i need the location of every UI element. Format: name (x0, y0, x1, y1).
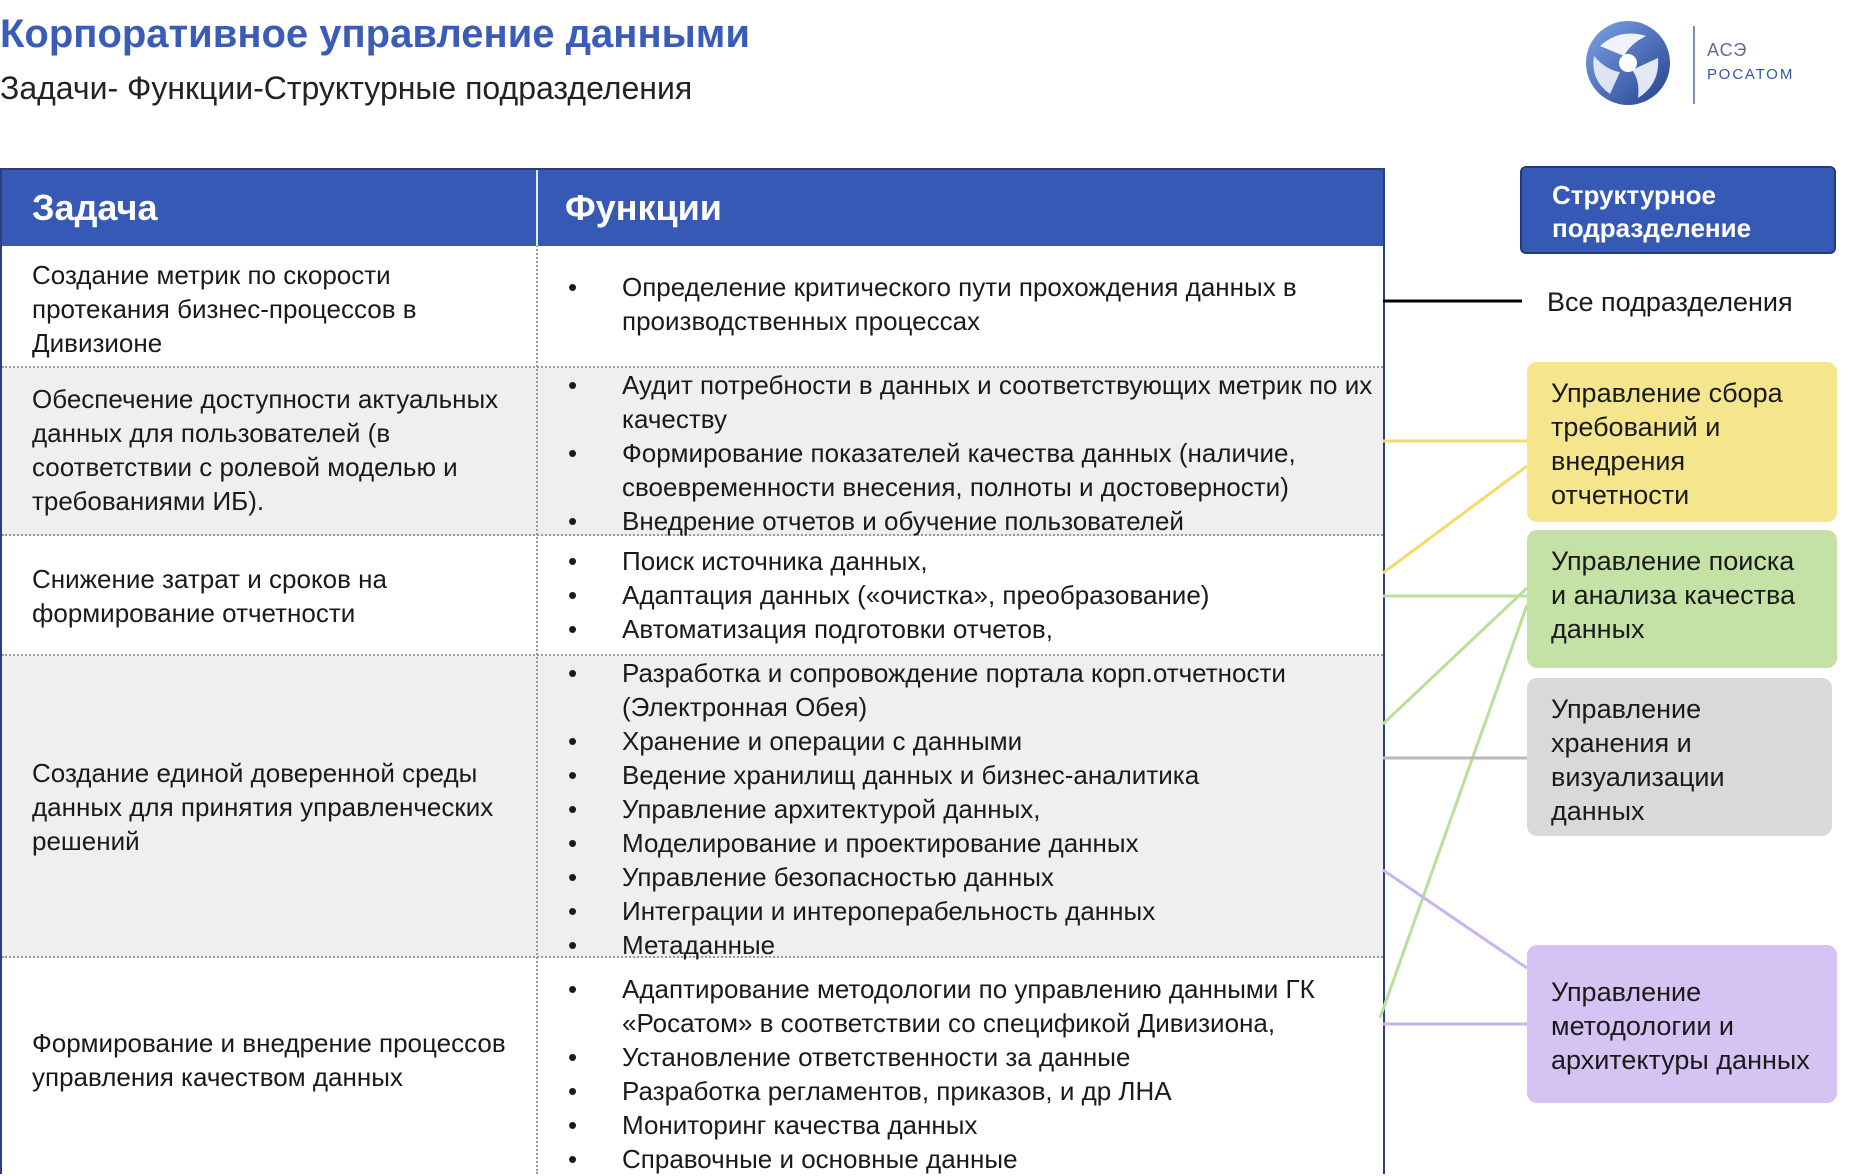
function-item: • Автоматизация подготовки отчетов, (562, 612, 1382, 646)
logo-text-rosatom: РОСАТОМ (1707, 66, 1795, 83)
logo-text-ase: АСЭ (1707, 40, 1748, 60)
table-header (2, 170, 1383, 246)
function-item: • Управление безопасностью данных (562, 860, 1382, 894)
function-list (562, 656, 1382, 962)
table-row (2, 656, 1383, 958)
connector-yellow-row3 (1383, 466, 1527, 573)
function-item: • Установление ответственности за данные (562, 1040, 1382, 1074)
task-cell: Снижение затрат и сроков на формирование отчетности (32, 564, 387, 628)
function-item: • Мониторинг качества данных (562, 1108, 1382, 1142)
function-item: • Поиск источника данных, (562, 544, 1382, 578)
logo-separator (1693, 26, 1695, 104)
function-list (562, 544, 1382, 646)
page-title: Корпоративное управление данными (0, 12, 750, 56)
unit-storage-visualization: Управление хранения и визуализации данных (1527, 678, 1832, 836)
function-item: • Моделирование и проектирование данных (562, 826, 1382, 860)
function-item: • Ведение хранилищ данных и бизнес-аналитика (562, 758, 1382, 792)
connector-green-row4 (1383, 588, 1527, 724)
column-header-task: Задача (32, 187, 158, 228)
table-row (2, 536, 1383, 656)
function-item: • Разработка и сопровождение портала корп.отчетности (Электронная Обея) (562, 656, 1382, 724)
structure-header: Структурное подразделение (1520, 166, 1836, 254)
task-cell: Создание метрик по скорости протекания бизнес-процессов в Дивизионе (32, 260, 417, 358)
function-item: • Интеграции и интероперабельность данных (562, 894, 1382, 928)
task-cell: Обеспечение доступности актуальных данных для пользователей (в соответствии с ролевой моделью и требованиями ИБ). (32, 384, 499, 516)
column-divider (536, 170, 538, 1174)
unit-requirements-reporting: Управление сбора требований и внедрения отчетности (1527, 362, 1837, 522)
function-item: • Адаптирование методологии по управлению данными ГК «Росатом» в соответствии со спецификой Дивизиона, (562, 972, 1382, 1040)
table-row (2, 958, 1383, 1176)
function-item: • Разработка регламентов, приказов, и др ЛНА (562, 1074, 1382, 1108)
task-cell: Создание единой доверенной среды данных для принятия управленческих решений (32, 758, 494, 856)
function-item: • Справочные и основные данные (562, 1142, 1382, 1176)
unit-methodology-architecture: Управление методологии и архитектуры данных (1527, 945, 1837, 1103)
function-item: • Аудит потребности в данных и соответствующих метрик по их качеству (562, 368, 1382, 436)
function-item: • Внедрение отчетов и обучение пользователей (562, 504, 1382, 538)
page-subtitle: Задачи- Функции-Структурные подразделения (0, 70, 693, 106)
task-cell: Формирование и внедрение процессов управления качеством данных (32, 1028, 506, 1092)
connector-purple-row4 (1383, 870, 1527, 968)
connector-green-row5 (1380, 605, 1527, 1018)
function-item: • Формирование показателей качества данных (наличие, своевременности внесения, полноты и достоверности) (562, 436, 1382, 504)
rosatom-atom-logo-icon (1580, 18, 1680, 108)
function-item: • Метаданные (562, 928, 1382, 962)
function-item: • Хранение и операции с данными (562, 724, 1382, 758)
function-item: • Адаптация данных («очистка», преобразование) (562, 578, 1382, 612)
function-item: • Определение критического пути прохождения данных в производственных процессах (562, 270, 1382, 338)
table-row (2, 246, 1383, 368)
function-list (562, 972, 1382, 1176)
function-list (562, 270, 1382, 338)
header-column-divider (536, 170, 538, 246)
table-row (2, 368, 1383, 536)
function-item: • Управление архитектурой данных, (562, 792, 1382, 826)
task-function-table (0, 168, 1385, 1174)
function-list (562, 368, 1382, 538)
rosatom-logo (1580, 18, 1820, 108)
all-units-label: Все подразделения (1547, 287, 1793, 317)
unit-search-quality-analysis: Управление поиска и анализа качества данных (1527, 530, 1837, 668)
column-header-functions: Функции (565, 187, 722, 228)
